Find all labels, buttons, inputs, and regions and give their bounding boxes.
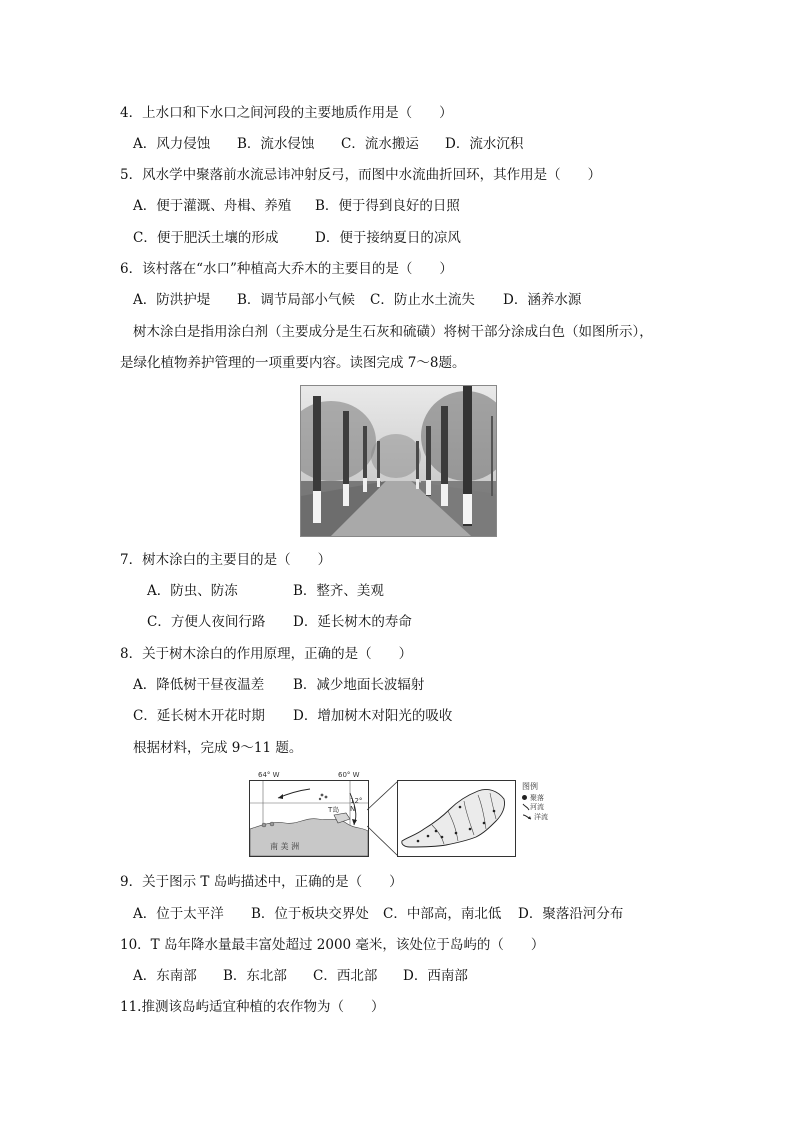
river-icon bbox=[522, 803, 530, 811]
q7-option-c: C．方便人夜间行路 bbox=[147, 614, 266, 630]
q4-option-d: D．流水沉积 bbox=[445, 136, 524, 152]
question-8-options-row2 bbox=[133, 707, 452, 725]
legend-settlement: 聚落 bbox=[530, 794, 544, 802]
q8-option-b: B．减少地面长波辐射 bbox=[293, 677, 425, 693]
map-lon-right: 60° W bbox=[338, 771, 360, 779]
island-detail-map bbox=[397, 780, 516, 857]
question-7-stem: 7．树木涂白的主要目的是（ ） bbox=[120, 552, 332, 568]
map-continent-label: 南 美 洲 bbox=[270, 842, 300, 851]
question-10-options bbox=[133, 967, 468, 985]
q4-option-b: B．流水侵蚀 bbox=[237, 136, 315, 152]
material-1-line-1: 树木涂白是指用涂白剂（主要成分是生石灰和硫磺）将树干部分涂成白色（如图所示）， bbox=[133, 324, 653, 340]
q7-option-b: B．整齐、美观 bbox=[293, 583, 384, 599]
q9-option-b: B．位于板块交界处 bbox=[251, 906, 369, 922]
map-lat: 12° N bbox=[350, 797, 363, 813]
question-5-stem: 5．风水学中聚落前水流忌讳冲射反弓，而图中水流曲折回环，其作用是（ ） bbox=[120, 167, 602, 183]
question-6-options bbox=[133, 291, 581, 309]
q5-option-d: D．便于接纳夏日的凉风 bbox=[315, 230, 461, 246]
q5-option-b: B．便于得到良好的日照 bbox=[315, 198, 460, 214]
question-5-options-row2 bbox=[133, 229, 461, 247]
question-11-stem: 11.推测该岛屿适宜种植的农作物为（ ） bbox=[120, 999, 385, 1015]
legend-title: 图例 bbox=[522, 782, 538, 791]
q9-option-d: D．聚落沿河分布 bbox=[518, 906, 624, 922]
ocean-current-icon bbox=[522, 813, 532, 821]
q10-option-d: D．西南部 bbox=[403, 968, 468, 984]
map-connector-lines bbox=[367, 780, 399, 858]
question-7-options-row1 bbox=[147, 582, 384, 600]
q8-option-a: A．降低树干昼夜温差 bbox=[133, 677, 265, 693]
question-8-options-row1 bbox=[133, 676, 424, 694]
q8-option-d: D．增加树木对阳光的吸收 bbox=[293, 708, 453, 724]
question-9-stem: 9．关于图示 T 岛屿描述中，正确的是（ ） bbox=[120, 874, 403, 890]
material-1-line-2: 是绿化植物养护管理的一项重要内容。读图完成 7～8题。 bbox=[120, 355, 466, 371]
q4-option-a: A．风力侵蚀 bbox=[133, 136, 211, 152]
question-6-stem: 6．该村落在“水口”种植高大乔木的主要目的是（ ） bbox=[120, 261, 453, 277]
question-8-stem: 8．关于树木涂白的作用原理，正确的是（ ） bbox=[120, 646, 413, 662]
q6-option-b: B．调节局部小气候 bbox=[237, 292, 355, 308]
q6-option-a: A．防洪护堤 bbox=[133, 292, 211, 308]
q8-option-c: C．延长树木开花时期 bbox=[133, 708, 265, 724]
material-2: 根据材料，完成 9～11 题。 bbox=[133, 740, 303, 756]
q10-option-c: C．西北部 bbox=[313, 968, 378, 984]
question-4-stem: 4．上水口和下水口之间河段的主要地质作用是（ ） bbox=[120, 105, 453, 121]
q7-option-d: D．延长树木的寿命 bbox=[293, 614, 412, 630]
q4-option-c: C．流水搬运 bbox=[341, 136, 419, 152]
q10-option-b: B．东北部 bbox=[223, 968, 287, 984]
q5-option-a: A．便于灌溉、舟楫、养殖 bbox=[133, 198, 292, 214]
q5-option-c: C．便于肥沃土壤的形成 bbox=[133, 230, 279, 246]
question-4-options bbox=[133, 135, 523, 153]
q6-option-d: D．涵养水源 bbox=[503, 292, 582, 308]
legend-river: 河流 bbox=[530, 803, 544, 811]
q7-option-a: A．防虫、防冻 bbox=[147, 583, 238, 599]
caribbean-location-map bbox=[249, 771, 369, 857]
question-10-stem: 10．T 岛年降水量最丰富处超过 2000 毫米，该处位于岛屿的（ ） bbox=[120, 937, 545, 953]
legend-current: 洋流 bbox=[534, 813, 548, 821]
q6-option-c: C．防止水土流失 bbox=[370, 292, 475, 308]
settlement-icon bbox=[522, 795, 527, 800]
map-legend bbox=[522, 781, 562, 829]
question-7-options-row2 bbox=[147, 613, 412, 631]
q9-option-a: A．位于太平洋 bbox=[133, 906, 224, 922]
q9-option-c: C．中部高，南北低 bbox=[383, 906, 502, 922]
map-lon-left: 64° W bbox=[258, 771, 280, 779]
map-island-label: T岛 bbox=[328, 806, 340, 814]
question-9-options bbox=[133, 905, 623, 923]
whitewashed-trees-photo bbox=[300, 385, 497, 537]
question-5-options-row1 bbox=[133, 197, 460, 215]
q10-option-a: A．东南部 bbox=[133, 968, 197, 984]
